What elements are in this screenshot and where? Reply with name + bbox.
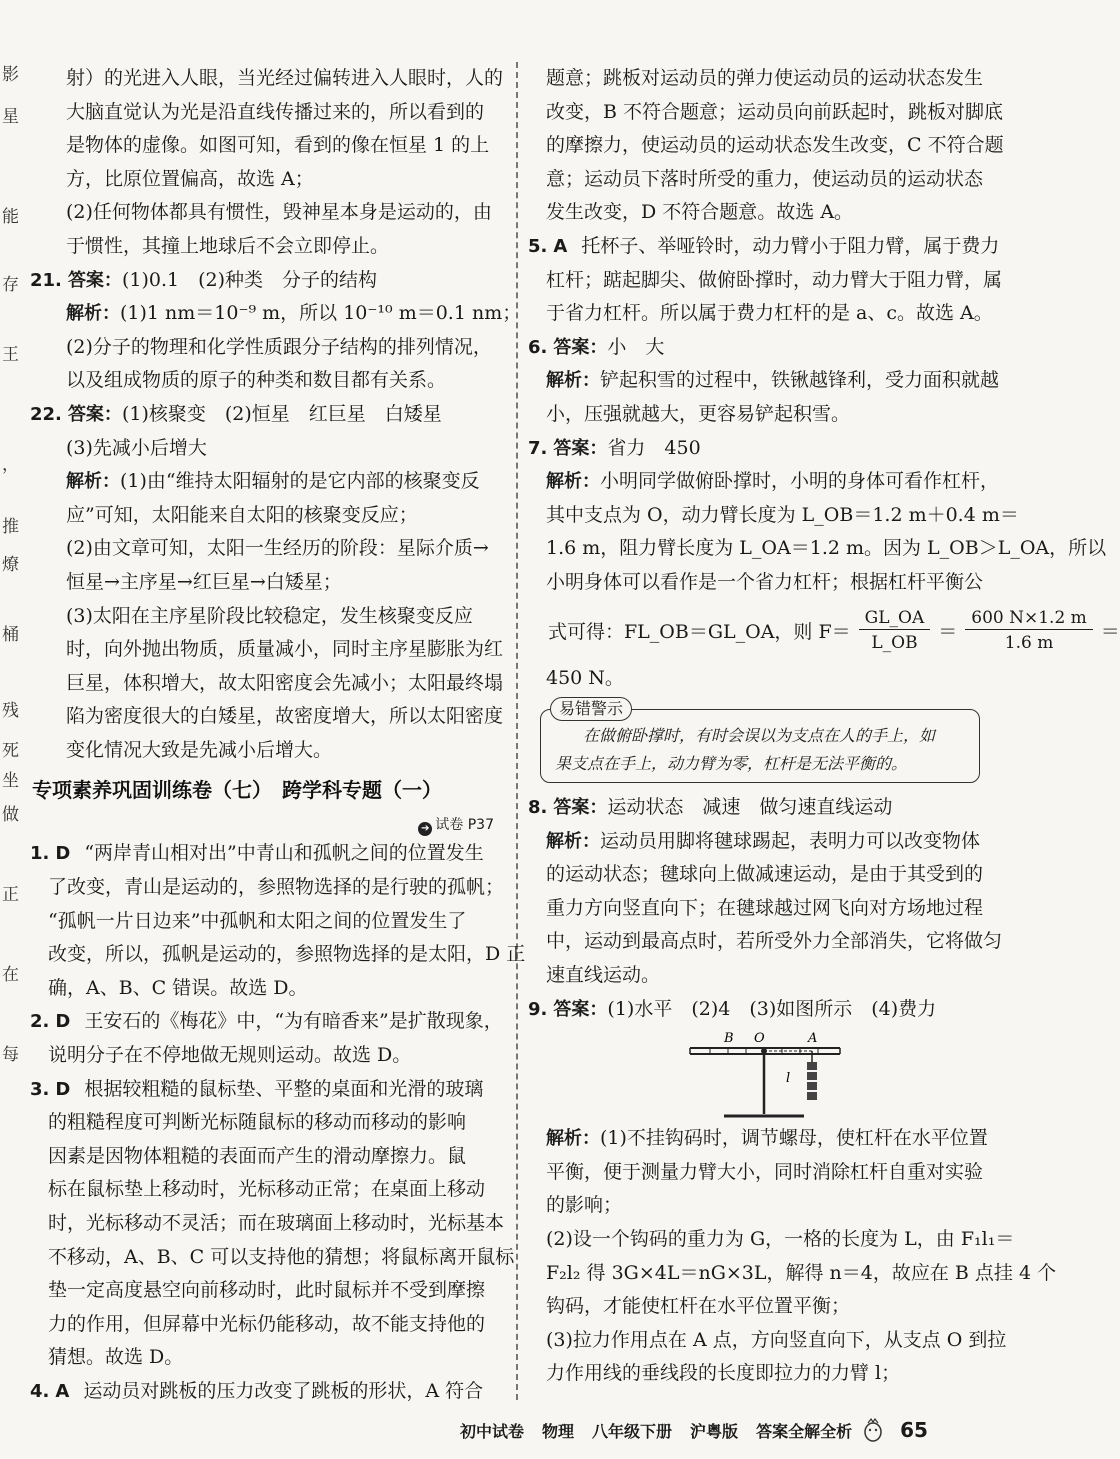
text-line: 平衡，便于测量力臂大小，同时消除杠杆自重对实验 — [546, 1160, 984, 1183]
text-line: 杠杆；踮起脚尖、做俯卧撑时，动力臂大于阻力臂，属 — [546, 268, 1003, 291]
answer-text: 省力 450 — [607, 436, 701, 459]
explanation-text: (1)1 nm＝10⁻⁹ m，所以 10⁻¹⁰ m＝0.1 nm； — [120, 302, 522, 325]
page-number: 65 — [900, 1418, 928, 1442]
lever-diagram — [528, 1026, 996, 1122]
page-ref-text: 试卷 P37 — [435, 817, 494, 834]
hook-weight — [807, 1072, 817, 1080]
warning-line: 在做俯卧撑时，有时会误以为支点在人的手上，如 — [583, 726, 936, 746]
text-line: 是物体的虚像。如图可知，看到的像在恒星 1 的上 — [66, 134, 490, 157]
text-line: 改变，所以，孤帆是运动的，参照物选择的是太阳，D 正 — [48, 943, 526, 966]
edge-char: 每 — [2, 1045, 19, 1065]
question-22-explanation — [30, 465, 500, 499]
text-line: 重力方向竖直向下；在毽球越过网飞向对方场地过程 — [546, 896, 984, 919]
edge-char: 正 — [2, 885, 19, 905]
answer-label: 答案： — [553, 336, 608, 358]
text-line: F₂l₂ 得 3G×4L＝nG×3L，解得 n＝4，故应在 B 点挂 4 个 — [546, 1261, 1057, 1284]
answer-text: (1)水平 (2)4 (3)如图所示 (4)费力 — [607, 997, 937, 1020]
question-9-explanation — [528, 1122, 996, 1156]
edge-char: 影 — [2, 65, 19, 85]
edge-char: 在 — [2, 965, 19, 985]
formula-text: 式可得：FL_OB＝GL_OA，则 F＝ — [548, 621, 851, 643]
text-line: “孤帆一片日边来”中孤帆和太阳之间的位置发生了 — [48, 909, 467, 932]
text-line: 猜想。故选 D。 — [48, 1346, 184, 1369]
question-number: 2. — [30, 1011, 50, 1033]
text-line: 的摩擦力，使运动员的运动状态发生改变，C 不符合题 — [546, 134, 1004, 157]
answer-letter: A — [553, 235, 568, 257]
text-line: (3)拉力作用点在 A 点，方向竖直向下，从支点 O 到拉 — [546, 1328, 1007, 1351]
fraction — [965, 607, 1093, 654]
answer-letter: D — [55, 1078, 71, 1100]
explanation-text: (1)由“维持太阳辐射的是它内部的核聚变反 — [120, 470, 480, 493]
text-line: 以及组成物质的原子的种类和数目都有关系。 — [66, 369, 447, 392]
answer-label: 答案： — [553, 437, 608, 459]
text-line: 了改变，青山是运动的，参照物选择的是行驶的孤帆； — [48, 876, 505, 899]
question-3 — [30, 1073, 500, 1107]
section-title: 专项素养巩固训练卷（七） 跨学科专题（一） — [32, 778, 442, 803]
question-number: 8. — [528, 797, 548, 819]
edge-char: 坐 — [2, 771, 19, 791]
question-number: 22. — [30, 403, 62, 425]
mascot-icon — [862, 1417, 884, 1443]
question-9-answer — [528, 993, 996, 1027]
edge-char: 存 — [2, 275, 19, 295]
text-line: 标在鼠标垫上移动时，光标移动正常；在桌面上移动 — [48, 1178, 486, 1201]
text-line: 恒星→主序星→红巨星→白矮星； — [66, 570, 342, 593]
fraction — [859, 607, 931, 654]
question-8-explanation — [528, 825, 996, 859]
explanation-text: 小明同学做俯卧撑时，小明的身体可看作杠杆， — [600, 470, 1000, 493]
edge-char: 做 — [2, 805, 19, 825]
edge-char: ， — [2, 455, 19, 475]
question-number: 7. — [528, 437, 548, 459]
question-number: 5. — [528, 235, 548, 257]
section-page-ref — [30, 813, 500, 837]
text-line: 的运动状态；毽球向上做减速运动，是由于其受到的 — [546, 863, 984, 886]
text-line: 小，压强就越大，更容易铲起积雪。 — [546, 402, 851, 425]
warning-tag: 易错警示 — [550, 697, 632, 721]
text-line: 力作用线的垂线段的长度即拉力的力臂 l； — [546, 1362, 901, 1385]
text-line: 于惯性，其撞上地球后不会立即停止。 — [66, 234, 390, 257]
text-line: 450 N。 — [546, 666, 624, 689]
numerator: 600 N×1.2 m — [965, 607, 1093, 630]
text-line: (2)由文章可知，太阳一生经历的阶段：星际介质→ — [66, 537, 489, 560]
denominator: L_OB — [871, 633, 918, 653]
text-line: “两岸青山相对出”中青山和孤帆之间的位置发生 — [84, 842, 484, 865]
edge-char: 死 — [2, 741, 19, 761]
text-line: 陷为密度很大的白矮星，故密度增大，所以太阳密度 — [66, 705, 504, 728]
text-line: 垫一定高度悬空向前移动时，此时鼠标并不受到摩擦 — [48, 1279, 486, 1302]
text-line: 小明身体可以看作是一个省力杠杆；根据杠杆平衡公 — [546, 570, 984, 593]
question-number: 6. — [528, 336, 548, 358]
explanation-label: 解析： — [546, 830, 600, 852]
answer-letter: D — [55, 1011, 71, 1033]
error-warning-box — [540, 699, 986, 785]
equals-sign: ＝ — [1100, 621, 1120, 643]
text-line: 王安石的《梅花》中，“为有暗香来”是扩散现象， — [84, 1010, 503, 1033]
edge-char: 桶 — [2, 625, 19, 645]
hook-weight — [807, 1082, 817, 1090]
edge-char: 能 — [2, 207, 19, 227]
question-number: 21. — [30, 269, 62, 291]
answer-label: 答案： — [67, 403, 122, 425]
text-line: 应”可知，太阳能来自太阳的核聚变反应； — [66, 503, 418, 526]
text-line: 1.6 m，阻力臂长度为 L_OA＝1.2 m。因为 L_OB＞L_OA，所以 — [546, 537, 1107, 560]
text-line: 托杯子、举哑铃时，动力臂小于阻力臂，属于费力 — [581, 234, 1000, 257]
equals-sign: ＝ — [938, 621, 958, 643]
answer-text: 运动状态 减速 做匀速直线运动 — [607, 796, 893, 819]
footer-book: 初中试卷 — [460, 1421, 525, 1441]
text-line: 钩码，才能使杠杆在水平位置平衡； — [546, 1295, 851, 1318]
question-4 — [30, 1375, 500, 1409]
text-line: 运动员对跳板的压力改变了跳板的形状，A 符合 — [83, 1379, 484, 1402]
hook-weight — [807, 1062, 817, 1070]
text-line: 时，向外抛出物质，质量减小，同时主序星膨胀为红 — [66, 638, 504, 661]
footer-grade: 八年级下册 — [592, 1421, 673, 1441]
explanation-text: (1)不挂钩码时，调节螺母，使杠杆在水平位置 — [600, 1127, 988, 1150]
answer-text: (1)0.1 (2)种类 分子的结构 — [121, 268, 377, 291]
text-line: 于省力杠杆。所以属于费力杠杆的是 a、c。故选 A。 — [546, 302, 993, 325]
explanation-label: 解析： — [66, 471, 120, 493]
text-line: (3)先减小后增大 — [66, 436, 207, 459]
text-line: (2)设一个钩码的重力为 G，一格的长度为 L，由 F₁l₁＝ — [546, 1228, 1015, 1251]
edge-char: 推 — [2, 517, 19, 537]
page-footer — [460, 1410, 1030, 1450]
question-5 — [528, 230, 1000, 264]
point-o-label: O — [754, 1031, 765, 1047]
explanation-label: 解析： — [546, 370, 600, 392]
question-7-answer — [528, 432, 996, 466]
column-divider — [516, 62, 518, 1400]
lever-diagram-svg — [688, 1026, 848, 1122]
text-line: 中，运动到最高点时，若所受外力全部消失，它将做匀 — [546, 930, 1003, 953]
explanation-label: 解析： — [546, 471, 600, 493]
text-line: 速直线运动。 — [546, 964, 661, 987]
text-line: 巨星，体积增大，故太阳密度会先减小；太阳最终塌 — [66, 671, 504, 694]
text-line: 力的作用，但屏幕中光标仍能移动，故不能支持他的 — [48, 1312, 486, 1335]
arm-l-label: l — [786, 1071, 791, 1087]
footer-subject: 物理 — [542, 1421, 575, 1441]
text-line: 大脑直觉认为光是沿直线传播过来的，所以看到的 — [66, 100, 485, 123]
text-line: 根据较粗糙的鼠标垫、平整的桌面和光滑的玻璃 — [84, 1077, 484, 1100]
text-line: 发生改变，D 不符合题意。故选 A。 — [546, 201, 854, 224]
explanation-label: 解析： — [66, 303, 120, 325]
point-b-label: B — [724, 1031, 734, 1047]
text-line: (2)任何物体都具有惯性，毁神星本身是运动的，由 — [66, 201, 492, 224]
text-line: 不移动，A、B、C 可以支持他的猜想；将鼠标离开鼠标 — [48, 1245, 515, 1268]
answer-text: 小 大 — [607, 335, 665, 358]
point-a-label: A — [808, 1031, 818, 1047]
text-line: (3)太阳在主序星阶段比较稳定，发生核聚变反应 — [66, 604, 473, 627]
explanation-text: 铲起积雪的过程中，铁锹越锋利，受力面积就越 — [600, 369, 1000, 392]
question-21-answer — [30, 264, 500, 298]
arrow-icon: ➔ — [418, 822, 432, 836]
answer-letter: A — [55, 1380, 70, 1402]
answer-label: 答案： — [553, 998, 608, 1020]
text-line: (2)分子的物理和化学性质跟分子结构的排列情况， — [66, 335, 492, 358]
question-2 — [30, 1005, 503, 1039]
question-21-explanation — [30, 297, 522, 331]
text-line: 射）的光进入人眼，当光经过偏转进入人眼时，人的 — [66, 67, 504, 89]
text-line: 说明分子在不停地做无规则运动。故选 D。 — [48, 1044, 412, 1067]
text-line: 的影响； — [546, 1194, 623, 1217]
numerator: GL_OA — [859, 607, 931, 630]
answer-letter: D — [55, 843, 71, 865]
question-6-explanation — [528, 364, 1000, 398]
explanation-text: 运动员用脚将毽球踢起，表明力可以改变物体 — [600, 829, 981, 852]
edge-char: 燎 — [2, 555, 19, 575]
footer-edition: 沪粤版 — [690, 1421, 739, 1441]
text-line: 确，A、B、C 错误。故选 D。 — [48, 976, 308, 999]
answer-label: 答案： — [67, 269, 122, 291]
edge-char: 星 — [2, 107, 19, 127]
edge-char: 王 — [2, 345, 19, 365]
question-number: 3. — [30, 1078, 50, 1100]
answer-label: 答案： — [553, 797, 608, 819]
edge-char: 残 — [2, 701, 19, 721]
text-line: 其中支点为 O，动力臂长度为 L_OB＝1.2 m＋0.4 m＝ — [546, 503, 1019, 526]
warning-line: 果支点在手上，动力臂为零，杠杆是无法平衡的。 — [555, 754, 908, 774]
explanation-label: 解析： — [546, 1128, 600, 1150]
text-line: 意；运动员下落时所受的重力，使运动员的运动状态 — [546, 167, 984, 190]
question-number: 4. — [30, 1380, 50, 1402]
hook-weight — [807, 1092, 817, 1100]
footer-tagline: 答案全解全析 — [756, 1421, 853, 1441]
text-line: 题意；跳板对运动员的弹力使运动员的运动状态发生 — [546, 67, 984, 89]
denominator: 1.6 m — [1004, 633, 1054, 653]
question-8-answer — [528, 791, 996, 825]
text-line: 因素是因物体粗糙的表面而产生的滑动摩擦力。鼠 — [48, 1144, 467, 1167]
question-number: 1. — [30, 843, 50, 865]
question-6-answer — [528, 331, 996, 365]
question-7-explanation — [528, 465, 1000, 499]
text-line: 方，比原位置偏高，故选 A； — [66, 167, 314, 190]
answer-text: (1)核聚变 (2)恒星 红巨星 白矮星 — [121, 402, 442, 425]
text-line: 改变，B 不符合题意；运动员向前跃起时，跳板对脚底 — [546, 100, 1004, 123]
question-1 — [30, 837, 500, 871]
text-line: 的粗糙程度可判断光标随鼠标的移动而移动的影响 — [48, 1111, 467, 1134]
left-column — [30, 62, 526, 1409]
text-line: 变化情况大致是先减小后增大。 — [66, 738, 333, 761]
text-line: 时，光标移动不灵活；而在玻璃面上移动时，光标基本 — [48, 1212, 505, 1234]
question-number: 9. — [528, 998, 548, 1020]
question-22-answer — [30, 398, 500, 432]
